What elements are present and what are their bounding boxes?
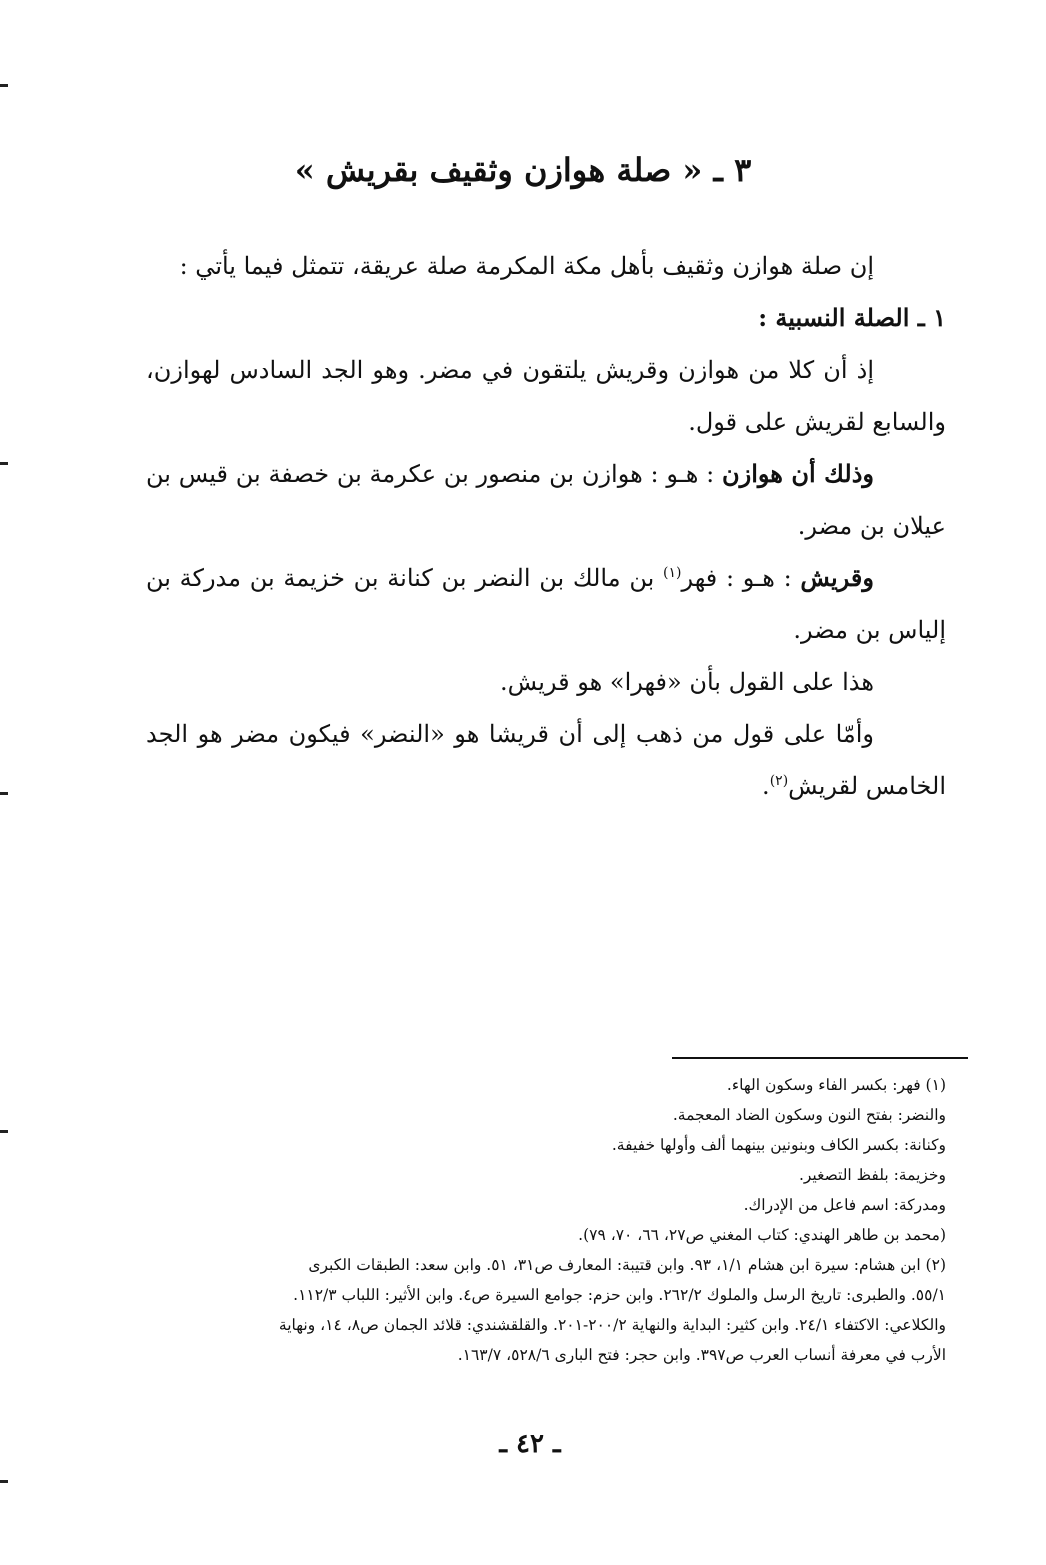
footnote-1-line: وخزيمة: بلفظ التصغير. — [798, 1166, 946, 1184]
scan-margin-mark — [0, 792, 8, 795]
hawazin-lead: وذلك أن هوازن — [722, 459, 874, 488]
footnote-separator — [672, 1057, 968, 1059]
scan-margin-mark — [0, 1480, 8, 1483]
paragraph-quraysh-lineage — [146, 552, 946, 656]
body-text — [146, 240, 946, 812]
scan-margin-mark — [0, 1130, 8, 1133]
section-subheading: ١ ـ الصلة النسبية : — [758, 303, 946, 332]
footnote-2-line: ٥٥/١. والطبرى: تاريخ الرسل والملوك ٢٦٢/٢. وابن حزم: جوامع السيرة ص٤. وابن الأثير: اللباب ١١٢/٣. — [293, 1286, 946, 1304]
scan-margin-mark — [0, 462, 8, 465]
nadr-opinion-text: وأمّا على قول من ذهب إلى أن قريشا هو «النضر» فيكون مضر هو الجد الخامس لقريش — [146, 720, 946, 800]
footnotes-section — [140, 1070, 946, 1370]
footnote-1-line: ومدركة: اسم فاعل من الإدراك. — [743, 1196, 946, 1214]
quraysh-lead: وقريش — [800, 563, 874, 592]
footnote-1-line: وكنانة: بكسر الكاف وبنونين بينهما ألف وأولها خفيفة. — [611, 1136, 946, 1154]
footnote-1-line: (محمد بن طاهر الهندي: كتاب المغني ص٢٧، ٦٦، ٧٠، ٧٩). — [578, 1226, 946, 1244]
quraysh-text-a: : هـو : فهر — [681, 564, 801, 592]
quraysh-text-b: بن مالك بن النضر بن كنانة بن خزيمة بن مدركة بن إلياس بن مضر. — [146, 564, 946, 644]
paragraph-fihr-opinion: هذا على القول بأن «فهرا» هو قريش. — [499, 668, 874, 696]
hawazin-lineage-text: : هـو : هوازن بن منصور بن عكرمة بن خصفة بن قيس بن عيلان بن مضر. — [146, 460, 946, 540]
footnote-2-line: الأرب في معرفة أنساب العرب ص٣٩٧. وابن حجر: فتح البارى ٥٢٨/٦، ١٦٣/٧. — [457, 1346, 946, 1364]
chapter-heading: ٣ ـ « صلة هوازن وثقيف بقريش » — [294, 151, 752, 189]
footnote-ref-1[interactable]: (١) — [663, 565, 682, 581]
footnote-1-line: (١) فهر: بكسر الفاء وسكون الهاء. — [726, 1076, 946, 1094]
paragraph-common-ancestor: إذ أن كلا من هوازن وقريش يلتقون في مضر. وهو الجد السادس لهوازن، والسابع لقريش على قول. — [146, 356, 946, 436]
footnote-2-line: (٢) ابن هشام: سيرة ابن هشام ١/١، ٩٣. وابن قتيبة: المعارف ص٣١، ٥١. وابن سعد: الطبقات الكبرى — [308, 1256, 946, 1274]
paragraph-hawazin-lineage — [146, 448, 946, 552]
footnote-1-line: والنضر: بفتح النون وسكون الضاد المعجمة. — [672, 1106, 946, 1124]
paragraph-nadr-opinion — [146, 708, 946, 812]
footnote-2-line: والكلاعي: الاكتفاء ٢٤/١. وابن كثير: البداية والنهاية ٢٠٠/٢-٢٠١. والقلقشندي: قلائد الجمان ص٨، ١٤، ونهاية — [278, 1316, 946, 1334]
intro-paragraph: إن صلة هوازن وثقيف بأهل مكة المكرمة صلة عريقة، تتمثل فيما يأتي : — [179, 252, 874, 280]
nadr-opinion-end: . — [762, 772, 770, 800]
scan-margin-mark — [0, 84, 8, 87]
page-number: ـ ٤٢ ـ — [499, 1429, 561, 1459]
footnote-ref-2[interactable]: (٢) — [769, 773, 789, 789]
